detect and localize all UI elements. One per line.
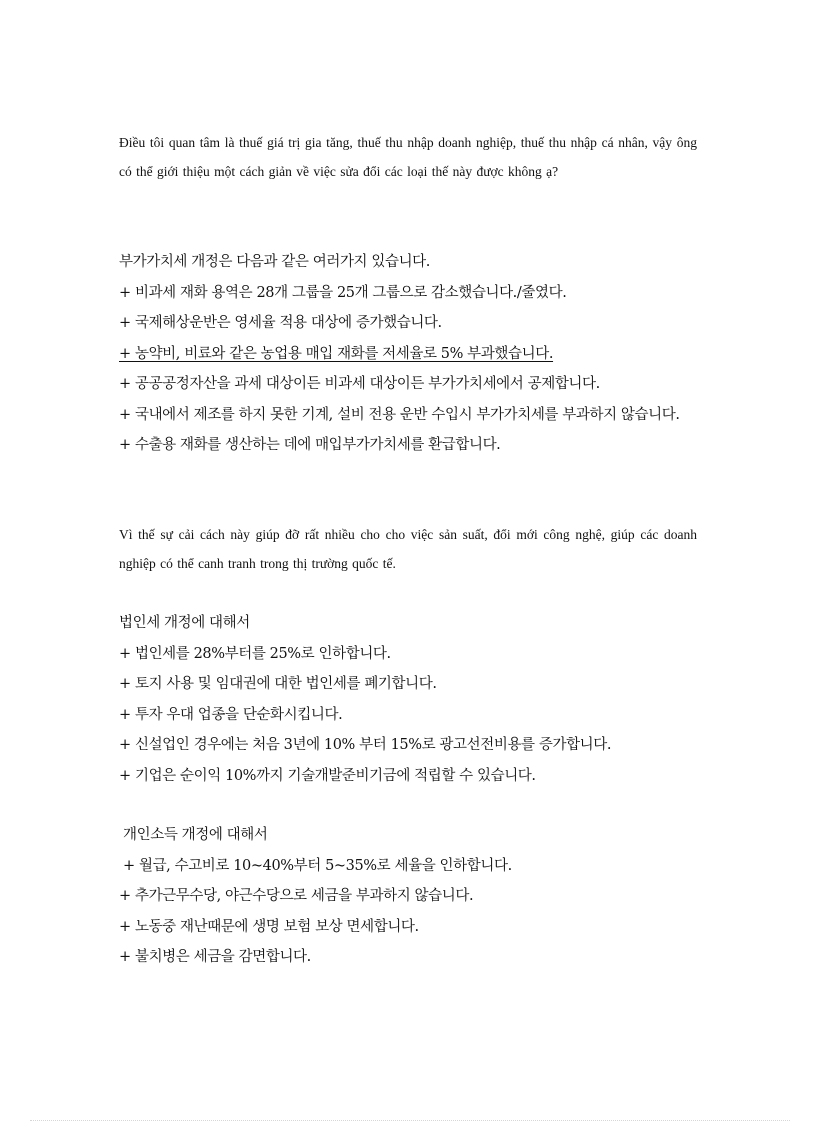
vietnamese-question-paragraph <box>119 128 697 186</box>
section-heading: 법인세 개정에 대해서 <box>119 615 250 631</box>
corporate-tax-reform-section <box>119 608 719 791</box>
list-item: + 노동중 재난때문에 생명 보험 보상 면세합니다. <box>119 918 419 935</box>
personal-income-tax-reform-section <box>119 820 719 973</box>
section-heading: 부가가치세 개정은 다음과 같은 여러가지 있습니다. <box>119 254 431 270</box>
list-item: + 투자 우대 업종을 단순화시킵니다. <box>119 706 343 723</box>
section-heading: 개인소득 개정에 대해서 <box>123 827 268 843</box>
list-item: + 추가근무수당, 야근수당으로 세금을 부과하지 않습니다. <box>119 888 474 904</box>
list-item: + 기업은 순이익 10%까지 기술개발준비기금에 적립할 수 있습니다. <box>119 767 536 784</box>
paragraph-text: Điều tôi quan tâm là thuế giá trị gia tăng, thuế thu nhập doanh nghiệp, thuế thu nhập cá nhân, vậy ông có thể giới thiệu một cách giản về việc sửa đổi các loại thế này được không ạ? <box>119 135 697 179</box>
paragraph-text: Vì thế sự cải cách này giúp đỡ rất nhiều cho cho việc sản suất, đổi mới công nghệ, giúp các doanh nghiệp có thể canh tranh trong thị trường quốc tế. <box>119 527 697 571</box>
list-item: + 토지 사용 및 임대권에 대한 법인세를 폐기합니다. <box>119 676 437 692</box>
list-item: + 수출용 재화를 생산하는 데에 매입부가가치세를 환급합니다. <box>119 437 501 453</box>
list-item: + 국제해상운반은 영세율 적용 대상에 증가했습니다. <box>119 315 442 331</box>
list-item: + 국내에서 제조를 하지 못한 기계, 설비 전용 운반 수입시 부가가치세를 부과하지 않습니다. <box>119 406 680 423</box>
list-item: + 공공공정자산을 과세 대상이든 비과세 대상이든 부가가치세에서 공제합니다. <box>119 376 600 392</box>
list-item: + 법인세를 28%부터를 25%로 인하합니다. <box>119 645 391 662</box>
vat-reform-section <box>119 247 719 461</box>
page-bottom-divider <box>30 1120 790 1121</box>
list-item-underlined: + 농약비, 비료와 같은 농업용 매입 재화를 저세율로 5% 부과했습니다. <box>119 345 554 362</box>
vietnamese-reform-benefit-paragraph <box>119 520 697 578</box>
list-item: + 신설업인 경우에는 처음 3년에 10% 부터 15%로 광고선전비용를 증가합니다. <box>119 737 612 753</box>
list-item: + 비과세 재화 용역은 28개 그룹을 25개 그룹으로 감소했습니다./줄였다. <box>119 284 567 301</box>
list-item: + 월급, 수고비로 10~40%부터 5~35%로 세율을 인하합니다. <box>123 857 512 874</box>
list-item: + 불치병은 세금을 감면합니다. <box>119 949 311 965</box>
